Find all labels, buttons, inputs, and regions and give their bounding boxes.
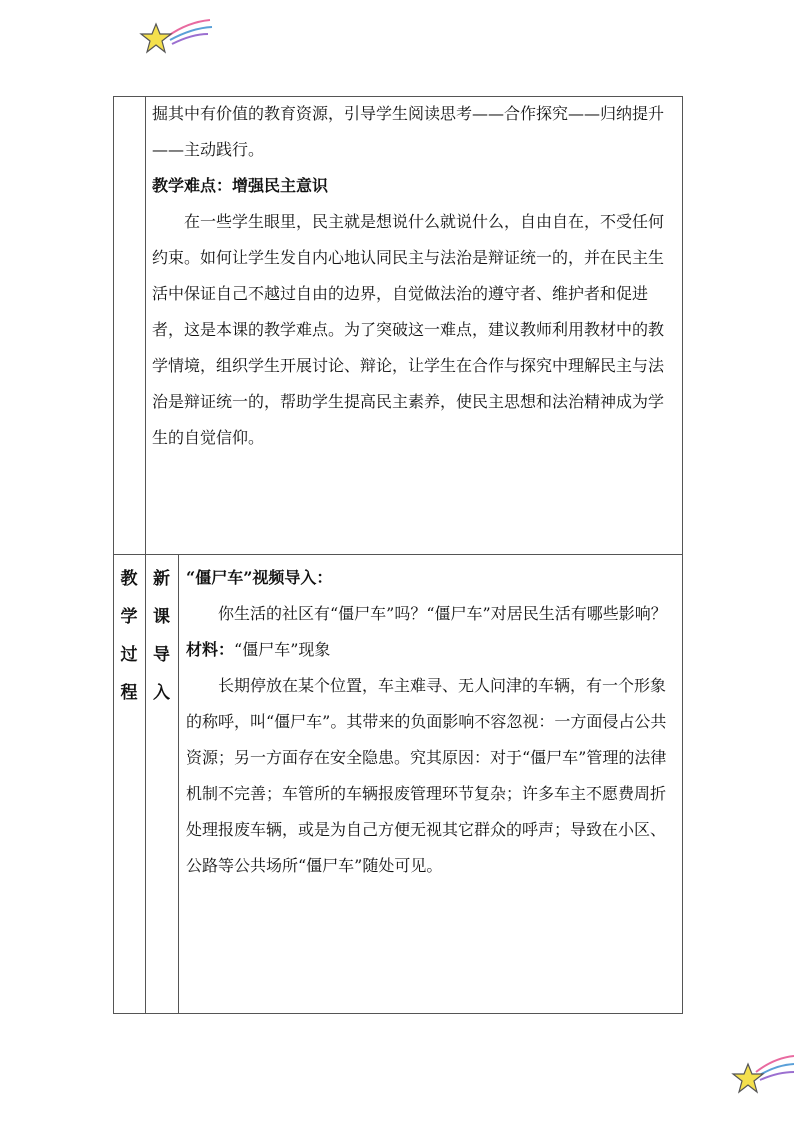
table-divider xyxy=(178,554,179,1014)
teaching-difficulty-section xyxy=(152,96,676,456)
intro-label-char: 入 xyxy=(153,683,170,703)
process-label-char: 过 xyxy=(120,645,138,665)
table-divider xyxy=(145,96,146,1014)
resource-paragraph: 掘其中有价值的教育资源，引导学生阅读思考——合作探究——归纳提升——主动践行。 xyxy=(152,104,665,159)
process-label-char: 教 xyxy=(120,569,138,589)
intro-label-char: 新 xyxy=(153,569,170,589)
shooting-star-icon xyxy=(730,1050,794,1098)
intro-label xyxy=(145,560,178,712)
material-title: “僵尸车”现象 xyxy=(234,640,331,659)
material-label: 材料： xyxy=(186,640,235,659)
difficulty-body: 在一些学生眼里，民主就是想说什么就说什么，自由自在，不受任何约束。如何让学生发自内心地认同民主与法治是辩证统一的，并在民主生活中保证自己不越过自由的边界，自觉做法治的遵守者、维护者和促进者，这是本课的教学难点。为了突破这一难点，建议教师利用教材中的教学情境，组织学生开展讨论、辩论，让学生在合作与探究中理解民主与法治是辩证统一的，帮助学生提高民主素养，使民主思想和法治精神成为学生的自觉信仰。 xyxy=(152,212,665,447)
intro-label-char: 课 xyxy=(153,607,170,627)
material-line xyxy=(186,632,676,668)
process-label xyxy=(113,560,145,712)
video-heading: “僵尸车”视频导入： xyxy=(186,568,333,587)
intro-question: 你生活的社区有“僵尸车”吗？“僵尸车”对居民生活有哪些影响？ xyxy=(218,604,667,623)
intro-label-char: 导 xyxy=(153,645,170,665)
process-label-char: 学 xyxy=(120,607,138,627)
difficulty-heading: 教学难点：增强民主意识 xyxy=(152,176,329,195)
lesson-intro-section xyxy=(186,560,676,884)
process-label-char: 程 xyxy=(120,683,138,703)
table-divider xyxy=(113,554,683,555)
shooting-star-icon xyxy=(138,14,218,60)
material-body: 长期停放在某个位置，车主难寻、无人问津的车辆，有一个形象的称呼，叫“僵尸车”。其带来的负面影响不容忽视：一方面侵占公共资源；另一方面存在安全隐患。究其原因：对于“僵尸车”管理的法律机制不完善；车管所的车辆报废管理环节复杂；许多车主不愿费周折处理报废车辆，或是为自己方便无视其它群众的呼声；导致在小区、公路等公共场所“僵尸车”随处可见。 xyxy=(186,676,667,875)
